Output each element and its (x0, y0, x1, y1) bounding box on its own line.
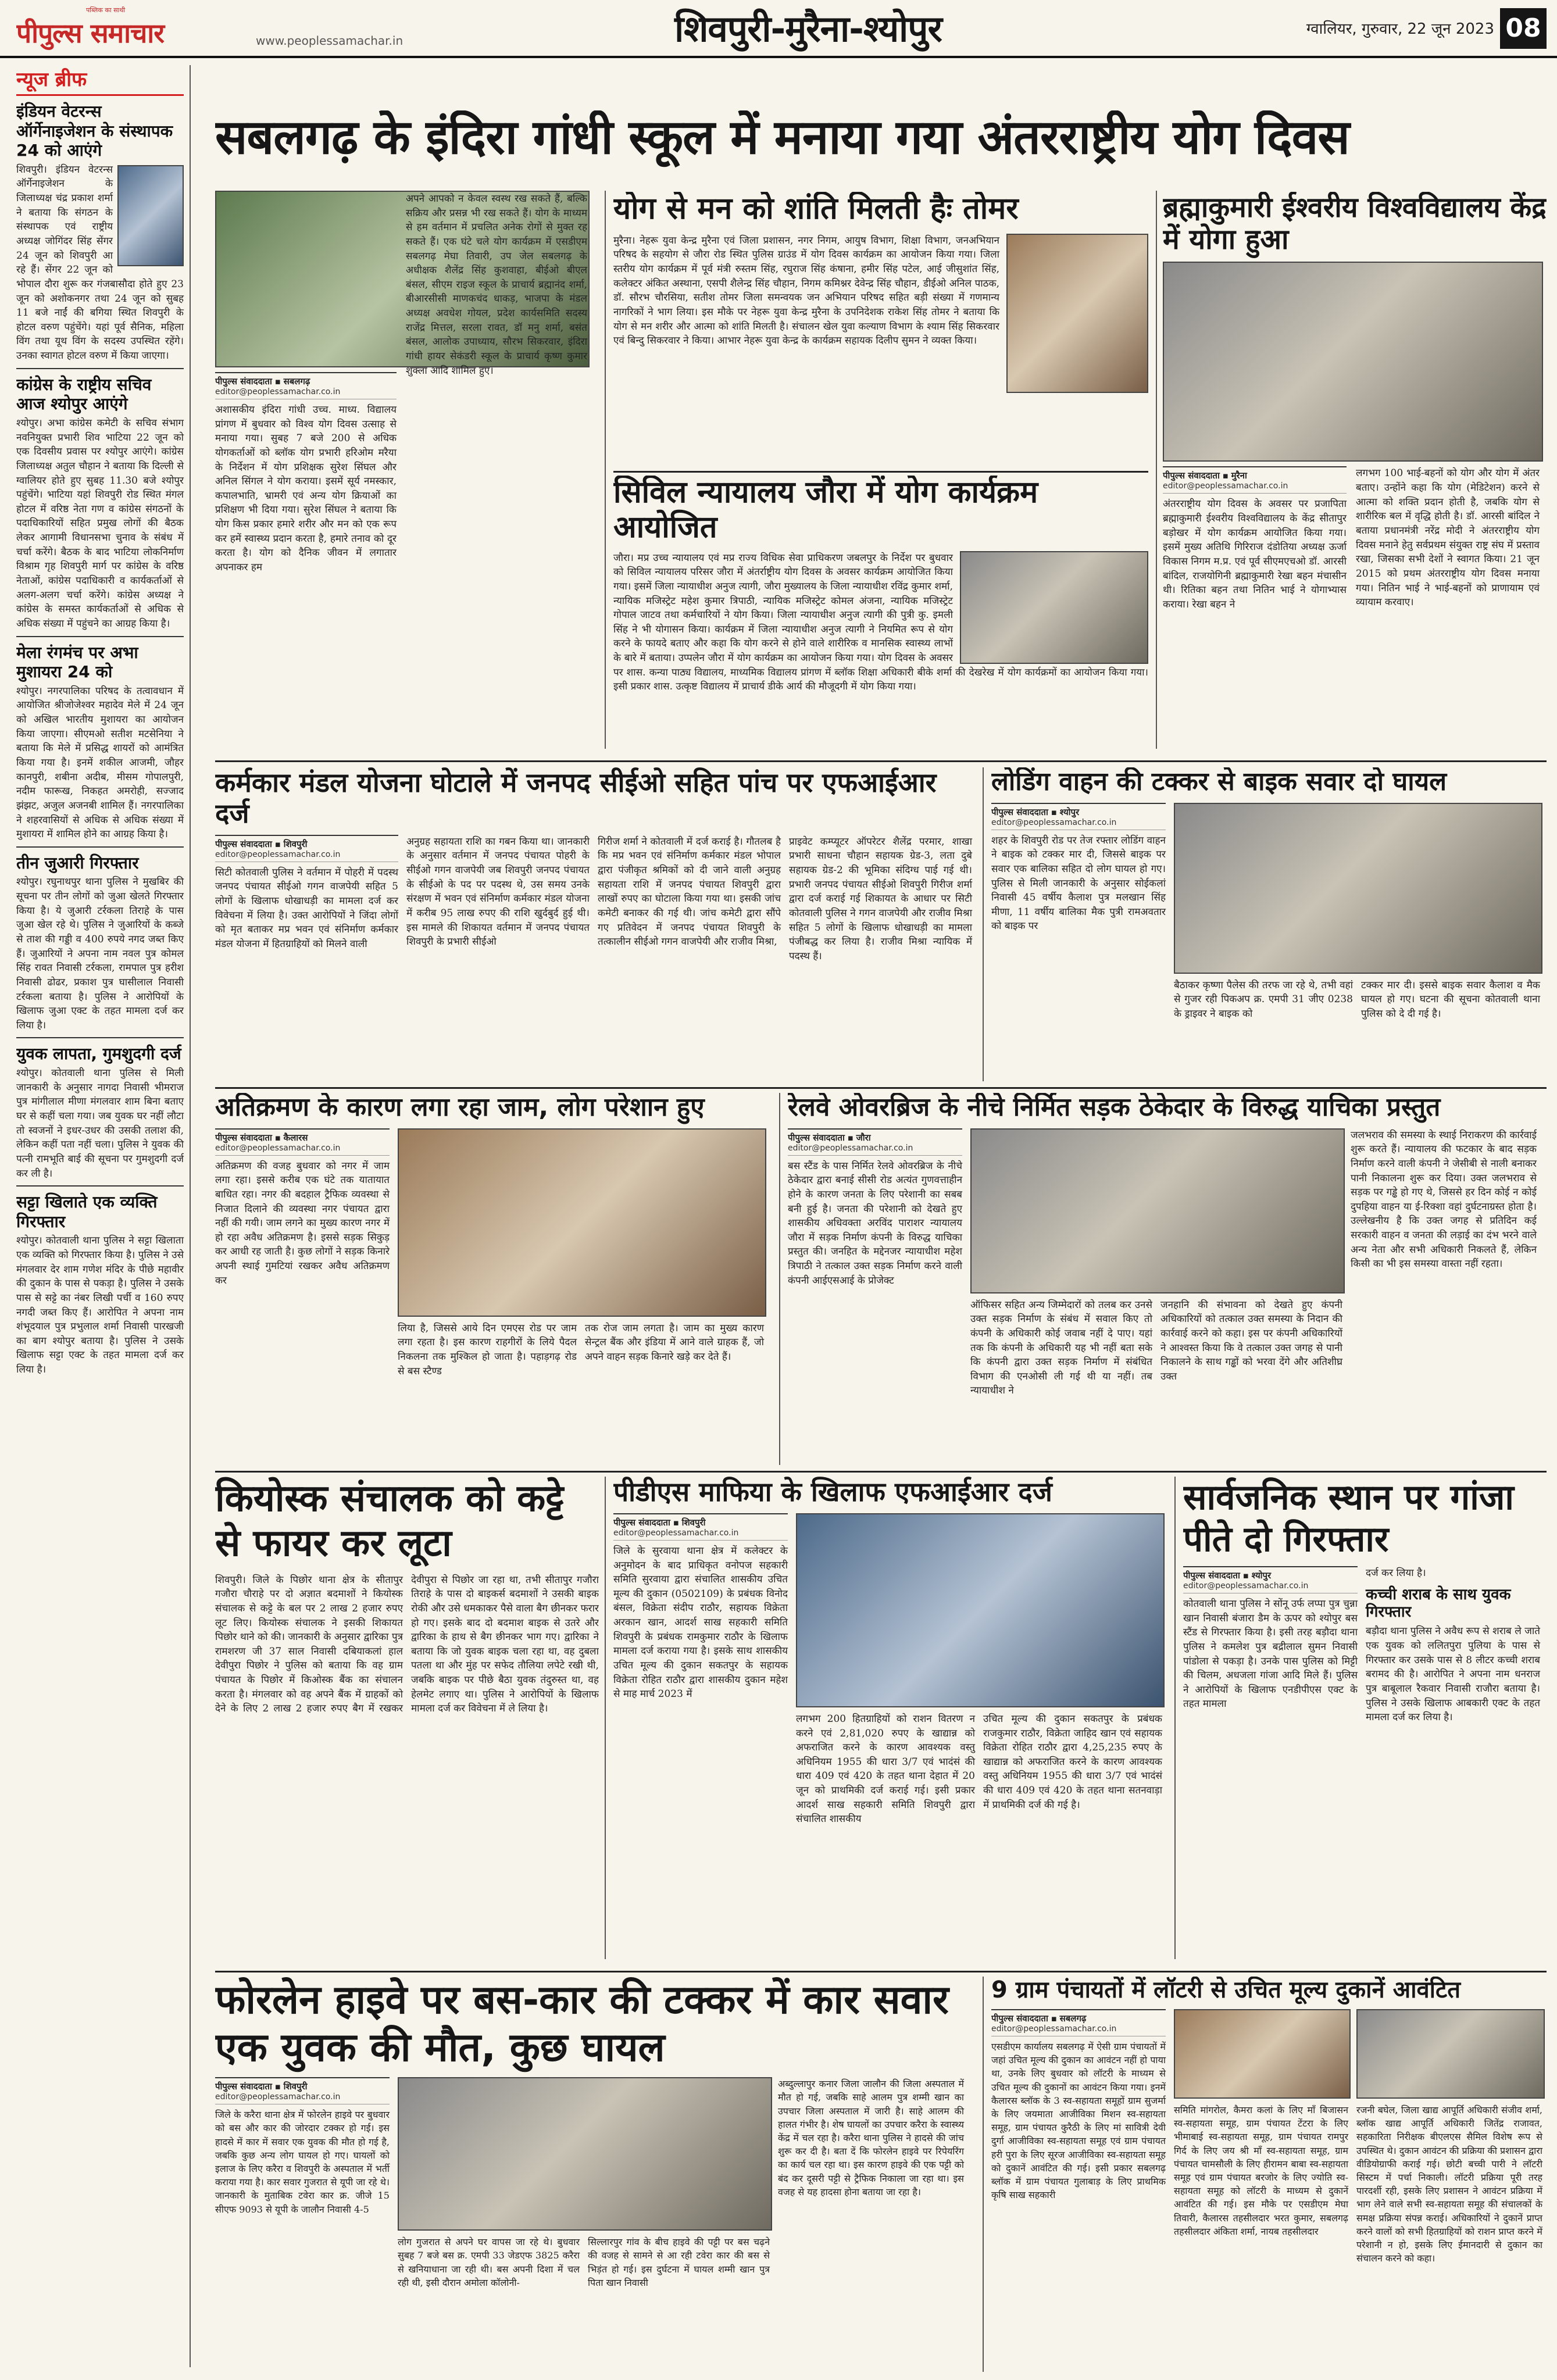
article-text: सिटी कोतवाली पुलिस ने वर्तमान में पोहरी में पदस्थ जनपद पंचायत सीईओ गगन वाजपेयी सहित 5 लोगों के खिलाफ धोखाधड़ी का मामला दर्ज कर विवेचना में लिया है। उक्त आरोपियों ने जिंदा लोगों को मृत बताकर मप्र भवन एवं संनिर्माण कर्मकार मंडल योजना में हितग्राहियों को मिलने वाली (215, 866, 398, 950)
brief-text: श्योपुर। अभा कांग्रेस कमेटी के सचिव संभाग नवनियुक्त प्रभारी शिव भाटिया 22 जून को एक दिवसीय प्रवास पर श्योपुर आएंगे। कांग्रेस जिलाध्यक्ष अतुल चौहान ने बताया कि दिल्ली से ग्वालियर होते हुए सुबह 11.30 बजे श्योपुर पहुंचेंगे। भाटिया यहां शिवपुरी रोड स्थित मंगल होटल में वरिष्ठ नेता गण व कांग्रेस संगठनों के पदाधिकारियों सहित प्रमुख लोगों की बैठक लेकर आगामी विधानसभा चुनाव के संबंध में चर्चा करेंगे। बैठक के बाद भाटिया लोकनिर्माण विश्राम गृह शिवपुरी मार्ग पर कांग्रेस के वरिष्ठ नेताओं, कांग्रेस पदाधिकारी व कार्यकर्ताओं से अलग-अलग चर्चा करेंगे। कांग्रेस अध्यक्ष ने कांग्रेस के समस्त कार्यकर्ताओं से अधिक से अधिक संख्या में पहुंचने का आग्रह किया है। (16, 417, 184, 630)
story-headline: रेलवे ओवरब्रिज के नीचे निर्मित सड़क ठेकेदार के विरुद्ध याचिका प्रस्तुत (788, 1093, 1441, 1122)
brief-item (16, 375, 184, 631)
newspaper-logo: पब्लिक का साथी पीपुल्स समाचार (16, 6, 165, 49)
article-text: शहर के शिवपुरी रोड पर तेज रफ्तार लोडिंग वाहन ने बाइक को टक्कर मार दी, जिससे बाइक पर सवार एक बालिका सहित दो लोग घायल हो गए। पुलिस से मिली जानकारी के अनुसार सोईकलां निवासी 45 वर्षीय कैलाश पुत्र मलखान सिंह मीणा, 11 वर्षीय बालिका मैक पुत्री रामअवतार को बाइक पर (991, 834, 1166, 932)
byline: पीपुल्स संवाददाता ▪ श्योपुर editor@peoplessamachar.co.in (991, 803, 1166, 830)
brief-text: श्योपुर। कोतवाली थाना पुलिस से मिली जानकारी के अनुसार नागदा निवासी भीमराज पुत्र मांगीलाल मीणा मंगलवार शाम बिना बताए घर से कहीं चला गया। जब युवक घर नहीं लौटा तो स्वजनों ने इधर-उधर की उसकी तलाश की, लेकिन कहीं पता नहीं चला। पुलिस ने युवक की पत्नी रामभूति बाई की सूचना पर गुमशुदगी दर्ज कर ली है। (16, 1067, 184, 1180)
dateline: ग्वालियर, गुरुवार, 22 जून 2023 (1306, 20, 1494, 38)
veteran-photo (117, 165, 184, 266)
brief-text: श्योपुर। नगरपालिका परिषद के तत्वावधान में आयोजित श्रीजोजेश्वर महादेव मेले में 24 जून को अखिल भारतीय मुशायरा का आयोजन किया जाएगा। सीएमओ सतीश मटसेनिया ने बताया कि मेले में प्रसिद्ध शायरों को आमंत्रित किया गया है। इनमें शकील आजमी, जौहर कानपुरी, शबीना अदीब, मीसम गोपालपुरी, नदीम फारूख, निकहत अमरोही, सज्जाद झंझट, अजुल अजनबी शामिल हैं। नगरपालिका ने शहरवासियों से अधिक से अधिक संख्या में मुशायरा में शामिल होने का आग्रह किया है। (16, 685, 184, 841)
byline: पीपुल्स संवाददाता ▪ कैलारस editor@peoplessamachar.co.in (215, 1128, 390, 1156)
article-text: लगभग 200 हितग्राहियों को राशन वितरण न करने एवं 2,81,020 रुपए के खाद्यान्न को अफराजित करने के कारण आवश्यक वस्तु अधिनियम 1955 की धारा 3/7 एवं भादंसं की धारा 409 एवं 420 के तहत थाना देहात में 20 जून को प्राथमिकी दर्ज कराई गई। इसी प्रकार आदर्श साख सहकारी समिति शिवपुरी द्वारा संचालित शासकीय (796, 1713, 975, 1825)
court-yoga-photo (960, 551, 1148, 664)
story-yoga-sabalgarh (215, 191, 599, 760)
article-text: तक रोज जाम लगता है। जाम का मुख्य कारण सेन्ट्रल बैंक और इंडिया में आने वाले ग्राहक हैं, जो अपने वाहन सड़क किनारे खड़े कर देते हैं। (585, 1322, 764, 1363)
logo-text: पीपुल्स समाचार (16, 17, 165, 49)
article-text: अशासकीय इंदिरा गांधी उच्च. माध्य. विद्यालय प्रांगण में बुधवार को विश्व योग दिवस उत्साह से मनाया गया। सुबह 7 बजे 200 से अधिक योगकर्ताओं को ब्लॉक योग प्रभारी हरिओम मरैया के निर्देशन में योग प्रशिक्षक सुरेश सिंघल और अनिल सिंगल ने योग कराया। इसमें सूर्य नमस्कार, कपालभाति, भ्रामरी एवं अन्य योग क्रियाओं का प्रशिक्षण भी दिया गया। सुरेश सिंघल ने बताया कि योग किस प्रकार हमारे शरीर और मन को एक रूप कर हमें स्वास्थ्य प्रदान करता है, हमारे तनाव को दूर करता है। योग को दैनिक जीवन में लगातार अपनाकर हम (215, 404, 397, 574)
byline: पीपुल्स संवाददाता ▪ शिवपुरी editor@peoplessamachar.co.in (215, 835, 398, 862)
article-text: दर्ज कर लिया है। (1366, 1567, 1426, 1579)
lottery-photo (1174, 2009, 1351, 2099)
brief-item (16, 643, 184, 842)
story-civil-court (613, 476, 1148, 755)
road-construction-photo (970, 1128, 1345, 1293)
article-text: गिरीज शर्मा ने कोतवाली में दर्ज कराई है। गौतलब है कि मप्र भवन एवं संनिर्माण कर्मकार मंडल भोपाल द्वारा पंजीकृत श्रमिकों को दी जाने वाली अनुग्रह सहायता राशि में जनपद पंचायत शिवपुरी द्वारा लाखों रुपए का घोटाला किया गया था। इसकी जांच कमेटी बनाकर की गई थी। जांच कमेटी द्वारा सौंपे गए प्रतिवेदन में जनपद पंचायत शिवपुरी के तत्कालीन सीईओ गगन वाजपेयी और राजीव मिश्रा, (598, 835, 781, 948)
story-headline: फोरलेन हाइवे पर बस-कार की टक्कर में कार सवार एक युवक की मौत, कुछ घायल (215, 1977, 949, 2071)
traffic-jam-photo (398, 1128, 766, 1317)
byline: पीपुल्स संवाददाता ▪ मुरैना editor@peoplessamachar.co.in (1163, 466, 1347, 494)
article-text: सिल्लारपुर गांव के बीच हाइवे की पट्टी पर बस चढ़ने की वजह से सामने से आ रही टवेरा कार की बस से भिड़ंत हो गई। इस दुर्घटना में घायल शम्मी खान पुत्र पिता खान निवासी (588, 2236, 770, 2288)
section-title: शिवपुरी-मुरैना-श्योपुर (674, 8, 942, 50)
tomar-photo (1006, 234, 1148, 393)
story-encroachment (215, 1093, 773, 1465)
story-railway (788, 1093, 1547, 1465)
article-text: शिवपुरी। जिले के पिछोर थाना क्षेत्र के सीतापुर गजौरा चौराहे पर दो अज्ञात बदमाशों ने कियोस्क संचालक से कट्टे के बल पर 2 लाख 2 हजार रुपए लूट लिए। कियोस्क संचालक ने इसकी शिकायत पिछोर थाने को की। जानकारी के अनुसार द्वारिका पुत्र रामशरण जी 37 साल निवासी दबियाकलां हाल देवीपुरा पिछोर ने पुलिस को बताया कि वह ग्राम पंचायत के पिछोर में किओस्क बैंक का संचालन करता है। मंगलवार को वह अपने बैंक में ग्राहकों को देने के लिए 2 लाख 2 हजार रुपए बैग में रखकर देवीपुरा से पिछोर जा रहा था, तभी सीतापुर गजौरा तिराहे के पास दो बाइकर्स बदमाशों ने उसकी बाइक रोकी और उसे धमकाकर पैसे वाला बैग छीनकर फरार हो गए। इसके बाद दो बदमाश बाइक से उतरे और द्वारिका के हाथ से बैग छीनकर भाग गए। द्वारिका ने बताया कि जो युवक बाइक चला रहा था, वह दुबला पतला था और मुंह पर सफेद तौलिया लपेटे रखी थी, जबकि बाइक पर पीछे बैठा युवक तंदुरुस्त था, वह हेलमेट लगाए था। पुलिस ने आरोपियों के खिलाफ मामला दर्ज कर विवेचना में ले लिया है। (215, 1574, 599, 1715)
article-text: एसडीएम कार्यालय सबलगढ़ में ऐसी ग्राम पंचायतों में जहां उचित मूल्य की दुकान का आवंटन नहीं हो पाया था, उनके लिए बुधवार को लॉटरी के माध्यम से उचित मूल्य की दुकानों का आवंटन किया गया। इनमें कैलारस ब्लॉक के 3 स्व-सहायता समूहों ग्राम सुजर्मा के लिए जयमाता आजीविका मिशन स्व-सहायता समूह, ग्राम पंचायत कुरैठी के लिए मां सावित्री देवी दुर्गा आजीविका स्व-सहायता समूह एवं ग्राम पंचायत हरी पुरा के लिए सूरज आजीविका स्व-सहायता समूह को दुकानें आवंटित की गई। इसी प्रकार सबलगढ़ ब्लॉक में ग्राम पंचायत गुलाबाड़ के लिए प्राथमिक कृषि साख सहकारी (991, 2041, 1166, 2201)
brief-text: श्योपुर। कोतवाली थाना पुलिस ने सट्टा खिलाता एक व्यक्ति को गिरफ्तार किया है। पुलिस ने उसे मंगलवार देर शाम गणेश मंदिर के पीछे महावीर की दुकान के पास से पकड़ा है। पुलिस ने उसके पास से सट्टे का नंबर लिखी पर्ची व 160 रुपए नगदी जब्त किए हैं। आरोपित ने अपना नाम शंभूदयाल पुत्र प्रभुलाल शर्मा निवासी पारखजी का बाग श्योपुर बताया है। पुलिस ने उसके खिलाफ सट्टा एक्ट के तहत मामला दर्ज कर लिया है। (16, 1235, 184, 1376)
article-text: अब्दुल्लापुर कनार जिला जालौन की जिला अस्पताल में मौत हो गई, जबकि साहे आलम पुत्र शम्मी खान का उपचार जिला अस्पताल में जारी है। साहे आलम की हालत गंभीर है। शेष घायलों का उपचार करैरा के स्वास्थ्य केंद्र में चल रहा है। करैरा थाना पुलिस ने हादसे की जांच शुरू कर दी है। बता दें कि फोरलेन हाइवे पर रिपेयरिंग का कार्य चल रहा था। इस कारण हाइवे की एक पट्टी को बंद कर दूसरी पट्टी से ट्रैफिक निकाला जा रहा था। इस वजह से यह हादसा होना बताया जा रहा है। (778, 2078, 964, 2197)
article-text: प्राइवेट कम्प्यूटर ऑपरेटर शैलेंद्र परमार, शाखा प्रभारी साधना चौहान सहायक ग्रेड-3, लता दुबे सहायक ग्रेड-2 की भूमिका संदिग्ध पाई गई थी। प्रभारी जनपद पंचायत सीईओ शिवपुरी गिरीज शर्मा द्वारा दर्ज कराई गई शिकायत के आधार पर सिटी कोतवाली पुलिस ने गगन वाजपेयी और राजीव मिश्रा सहित 5 लोगों के खिलाफ धोखाधड़ी का मामला पंजीबद्ध कर लिया है। राजीव मिश्रा न्यायिक में पदस्थ हैं। (789, 835, 972, 962)
brief-title: मेला रंगमंच पर अभा मुशायरा 24 को (16, 642, 138, 682)
main-headline: सबलगढ़ के इंदिरा गांधी स्कूल में मनाया गया अंतरराष्ट्रीय योग दिवस (215, 110, 1349, 165)
byline: पीपुल्स संवाददाता ▪ जौरा editor@peoplessamachar.co.in (788, 1128, 962, 1156)
injured-photo (1174, 803, 1542, 974)
article-text: जलभराव की समस्या के स्थाई निराकरण की कार्रवाई शुरू करते हैं। न्यायालय की फटकार के बाद सड़क निर्माण करने वाली कंपनी ने जेसीबी से नाली बनाकर पानी निकालना शुरू कर दिया। उक्त जलभराव से सड़क पर गड्ढे हो गए थे, जिससे हर दिन कोई न कोई दुपहिया वाहन या ई-रिक्शा वहां दुर्घटनाग्रस्त होता है। उल्लेखनीय है कि उक्त जगह से प्रतिदिन कई सरकारी वाहन व जनता की लड़ाई का दंभ भरने वाले अन्य नेता और सभी अधिकारी निकलते हैं, लेकिन किसी का भी इस समस्या वास्ता नहीं रहता। (1351, 1129, 1537, 1270)
lottery-photo-2 (1356, 2009, 1545, 2099)
brief-item (16, 1044, 184, 1181)
story-loading-vehicle (991, 767, 1547, 1081)
article-text: बस स्टैंड के पास निर्मित रेलवे ओवरब्रिज के नीचे ठेकेदार द्वारा बनाई सीसी रोड अत्यंत गुणवत्ताहीन होने के कारण जनता के लिए परेशानी का सबब बनी हुई है। जनता की परेशानी को देखते हुए शासकीय अधिवक्ता अरविंद पाराशर न्यायालय जौरा में सड़क निर्माण कंपनी के विरुद्ध याचिका प्रस्तुत की। जनहित के मद्देनजर न्यायाधीश महेश त्रिपाठी ने तत्काल उक्त सड़क निर्माण करने वाली कंपनी आईएसआई के प्रोजेक्ट (788, 1160, 962, 1287)
byline: पीपुल्स संवाददाता ▪ श्योपुर editor@peoplessamachar.co.in (1183, 1566, 1358, 1593)
masthead (0, 0, 1557, 58)
article-text: समिति मांगरोल, कैमरा कलां के लिए माँ बिजासन स्व-सहायता समूह, ग्राम पंचायत टेंटरा के लिए भीमाबाई स्व-सहायता समूह, ग्राम पंचायत रामपुर गिर्द के लिए जय श्री माँ स्व-सहायता समूह, ग्राम पंचायत चामसौली के लिए हीरामन बाबा स्व-सहायता समूह एवं ग्राम पंचायत बरजोर के लिए ज्योति स्व-सहायता समूह को लॉटरी के माध्यम से दुकानें आवंटित की गई। इस मौके पर एसडीएम मेघा तिवारी, कैलारस तहसीलदार भरत कुमार, सबलगढ़ तहसीलदार अंकिता शर्मा, नायब तहसीलदार (1174, 2104, 1348, 2237)
brief-item (16, 853, 184, 1033)
brief-item (16, 1192, 184, 1377)
story-headline: 9 ग्राम पंचायतों में लॉटरी से उचित मूल्य दुकानें आवंटित (991, 1977, 1461, 2003)
article-text: अपने आपको न केवल स्वस्थ रख सकते हैं, बल्कि सक्रिय और प्रसन्न भी रख सकते हैं। योग के माध्यम से हम वर्तमान में प्रचलित अनेक रोगों से मुक्त रह सकते हैं। एक घंटे चले योग कार्यक्रम में एसडीएम सबलगढ़ मेघा तिवारी, उप जेल सबलगढ़ के अधीक्षक शैलेंद्र सिंह कुशवाहा, बीईओ बीएल बंसल, सीएम राइज स्कूल के प्राचार्य ब्रह्मानंद शर्मा, बीआरसीसी माणकचंद धाकड़, भाजपा के मंडल अध्यक्ष अवधेश गोयल, प्रदेश कार्यसमिति सदस्य राजेंद्र मित्तल, सरला रावत, डॉ मनु शर्मा, बसंत बंसल, आलोक उपाध्याय, सौरभ सिकरवार, इंदिरा गांधी हायर सेकंडरी स्कूल के प्राचार्य कृष्ण कुमार शुक्ला आदि शामिल हुए। (406, 193, 587, 377)
story-brahmakumari (1163, 192, 1547, 756)
article-text: जिले के करैरा थाना क्षेत्र में फोरलेन हाइवे पर बुधवार को बस और कार की जोरदार टक्कर हो गई। इस हादसे में कार में सवार एक युवक की मौत हो गई है, जबकि कुछ अन्य लोग घायल हो गए। घायलों को इलाज के लिए करैरा व शिवपुरी के अस्पताल में भर्ती कराया गया है। कार सवार गुजरात से यूपी जा रहे थे। जानकारी के मुताबिक टवेरा कार क्र. जीजे 15 सीएफ 9093 से यूपी के जालौन निवासी 4-5 (215, 2109, 390, 2215)
byline: पीपुल्स संवाददाता ▪ सबलगढ़ editor@peoplessamachar.co.in (991, 2009, 1166, 2036)
byline: पीपुल्स संवाददाता ▪ शिवपुरी editor@peoplessamachar.co.in (613, 1513, 788, 1541)
news-brief-column (16, 65, 191, 2367)
brief-title: सट्टा खिलाते एक व्यक्ति गिरफ्तार (16, 1192, 158, 1231)
article-text: जनहानि की संभावना को देखते हुए कंपनी अधिकारियों को तत्काल उक्त समस्या के निदान की कार्रवाई करने को कहा। इस पर कंपनी अधिकारियों ने आश्वस्त किया कि वे तत्काल उक्त जगह से पानी निकालने के साथ गड्ढों को भरवा देंगे और अतिशीघ्र उक्त (1160, 1299, 1342, 1382)
article-text: अंतरराष्ट्रीय योग दिवस के अवसर पर प्रजापिता ब्रह्माकुमारी ईश्वरीय विश्वविद्यालय के केंद्र सीतापुर बड़ोखर में योग कार्यक्रम आयोजित किया गया। इसमें मुख्य अतिथि गिरिराज दंडोतिया अध्यक्ष ऊर्जा विकास निगम म.प्र. एवं पूर्व सीएमएचओ डॉ. आरसी बांदिल, राजयोगिनी ब्रह्माकुमारी रेखा बहन मंचासीन थी। रितिका बहन तथा नितिन भाई ने योगाभ्यास कराया। रेखा बहन ने (1163, 498, 1347, 610)
sub-headline: कच्ची शराब के साथ युवक गिरफ्तार (1366, 1585, 1511, 1621)
brief-title: इंडियन वेटरन्स ऑर्गेनाइजेशन के संस्थापक 24 को आएंगे (16, 102, 173, 160)
article-text: अतिक्रमण की वजह बुधवार को नगर में जाम लगा रहा। इससे करीब एक घंटे तक यातायात बाधित रहा। नगर की बदहाल ट्रैफिक व्यवस्था से निजात दिलाने की व्यवस्था नगर पंचायत द्वारा नहीं की गयी। जाम लगने का मुख्य कारण नगर में हो रहा अवैध अतिक्रमण है। इससे सड़क सिकुड़ कर आधी रह जाती है। कुछ लोगों ने सड़क किनारे अपनी स्थाई गुमटियां रखकर अवैध अतिक्रमण कर (215, 1160, 390, 1287)
brief-item (16, 102, 184, 363)
page-number: 08 (1500, 8, 1547, 49)
article-text: लोग गुजरात से अपने घर वापस जा रहे थे। बुधवार सुबह 7 बजे बस क्र. एमपी 33 जेडएफ 3825 करैरा से खनियाधाना जा रही थी। बस अपनी दिशा में चल रही थी, इसी दौरान अमोला कॉलोनी- (398, 2236, 580, 2288)
story-headline: योग से मन को शांति मिलती हैः तोमर (613, 192, 1019, 226)
story-headline: सार्वजनिक स्थान पर गांजा पीते दो गिरफ्तार (1183, 1477, 1514, 1560)
brief-text: श्योपुर। रघुनाथपुर थाना पुलिस ने मुखबिर की सूचना पर तीन लोगों को जुआ खेलते गिरफ्तार किया है। ये जुआरी टर्रकला तिराहे के पास जुआ खेल रहे थे। पुलिस ने जुआरियों के कब्जे से ताश की गड्डी व 400 रुपये नगद जब्त किए हैं। जुआरियों ने अपना नाम नवल पुत्र कोमल सिंह रावत निवासी टर्रकला, रामपाल पुत्र हरीश निवासी ढोढर, प्रकाश पुत्र घासीलाल निवासी टर्रकला बताया है। पुलिस ने आरोपियों के खिलाफ जुआ एक्ट के तहत मामला दर्ज कर लिया है। (16, 876, 184, 1031)
byline: पीपुल्स संवाददाता ▪ सबलगढ़ editor@peoplessamachar.co.in (215, 372, 397, 399)
accident-photo (398, 2077, 772, 2231)
story-headline: ब्रह्माकुमारी ईश्वरीय विश्वविद्यालय केंद्र में योगा हुआ (1163, 192, 1547, 256)
story-ganja (1183, 1477, 1547, 1965)
brief-title: तीन जुआरी गिरफ्तार (16, 853, 139, 873)
story-headline: सिविल न्यायालय जौरा में योग कार्यक्रम आयोजित (613, 476, 1038, 545)
article-text: लगभग 100 भाई-बहनों को योग और योग में अंतर बताए। उन्होंने कहा कि योग (मेडिटेशन) करने से आत्मा को शक्ति प्रदान होती है, जबकि योग से शारीरिक बल में वृद्धि होती है। डॉ. आरसी बांदिल ने बताया प्रधानमंत्री नरेंद्र मोदी ने अंतरराष्ट्रीय योग दिवस मनाने हेतु सर्वप्रथम संयुक्त राष्ट्र संघ में प्रस्ताव रखा, जिसका सभी देशों ने स्वागत किया। 21 जून 2015 को प्रथम अंतरराष्ट्रीय योग दिवस मनाया गया। नितिन भाई ने भाई-बहनों को प्राणायाम एवं व्यायाम करवाए। (1356, 467, 1540, 609)
article-text: कोतवाली थाना पुलिस ने सोंनू उर्फ लप्पा पुत्र चुन्ना खान निवासी बंजारा डैम के ऊपर को श्योपुर बस स्टैंड से गिरफ्तार किया है। इसी तरह बड़ौदा थाना पुलिस ने कमलेश पुत्र बद्रीलाल सुमन निवासी पांडोला से पकड़ा है। उनके पास पुलिस को मिट्टी की चिलम, अधजला गांजा आदि मिले हैं। पुलिस ने आरोपियों के खिलाफ एनडीपीएस एक्ट के तहत मामला (1183, 1598, 1358, 1710)
brief-title: कांग्रेस के राष्ट्रीय सचिव आज श्योपुर आएंगे (16, 374, 152, 414)
article-text: जिले के सुरवाया थाना क्षेत्र में कलेक्टर के अनुमोदन के बाद प्राधिकृत वनोपज सहकारी समिति सुरवाया द्वारा संचालित शासकीय उचित मूल्य की दुकान (0502109) के प्रबंधक विनोद बंसल, विक्रेता संदीप राठौर, सहायक विक्रेता अरकान खान, आदर्श साख सहकारी समिति शिवपुरी के प्रबंधक रामकुमार राठौर के खिलाफ मामला दर्ज कराया गया है। इसके साथ शासकीय उचित मूल्य की दुकान सकतपुर के सहायक विक्रेता रोहित राठौर द्वारा शासकीय दुकान महेश से माह मार्च 2023 में (613, 1545, 788, 1700)
story-headline: अतिक्रमण के कारण लगा रहा जाम, लोग परेशान हुए (215, 1093, 705, 1122)
story-yoga-tomar (613, 192, 1148, 465)
brahmakumari-photo (1163, 262, 1543, 462)
story-karmakar (215, 767, 977, 1081)
story-headline: कियोस्क संचालक को कट्टे से फायर कर लूटा (215, 1477, 564, 1565)
article-text: रजनी बघेल, जिला खाद्य आपूर्ति अधिकारी संजीव शर्मा, ब्लॉक खाद्य आपूर्ति अधिकारी जितेंद्र राजावत, सहकारिता निरीक्षक बीएलएस सैमिल विशेष रूप से उपस्थित थे। दुकान आवंटन की प्रक्रिया की प्रशासन द्वारा वीडियोग्राफी कराई गई। छोटी बच्ची पारी ने लॉटरी सिस्टम में पर्चा निकाली। लॉटरी प्रक्रिया पूरी तरह पारदर्शी रही, इसके लिए प्रशासन ने आवंटन प्रक्रिया में भाग लेने वाले सभी स्व-सहायता समूह की संचालकों के समक्ष प्रक्रिया संपन्न कराई। अधिकारियों ने दुकानें प्राप्त करने वालों को सभी हितग्राहियों को राशन प्राप्त करने में परेशानी न हो, इसके लिए ईमानदारी से दुकान का संचालन करने को कहा। (1356, 2104, 1542, 2264)
article-text: टक्कर मार दी। इससे बाइक सवार कैलाश व मैक घायल हो गए। घटना की सूचना कोतवाली थाना पुलिस को दे दी गई है। (1361, 979, 1540, 1020)
article-text: जौरा। मप्र उच्च न्यायालय एवं मप्र राज्य विधिक सेवा प्राधिकरण जबलपुर के निर्देश पर बुधवार को सिविल न्यायालय परिसर जौरा में अंतर्राष्ट्रीय योग दिवस के अवसर कार्यक्रम आयोजित किया गया। इसमें जिला न्यायाधीश अनुज त्यागी, जौरा मुख्यालय के जिला न्यायाधीश रविंद्र कुमार शर्मा, न्यायिक मजिस्ट्रेट महेश कुमार त्रिपाठी, न्यायिक मजिस्ट्रेट कोमल अंजना, न्यायिक मजिस्ट्रेट गोपाल जाटव तथा कर्मचारियों ने योग किया। जिला न्यायाधीश अनुज त्यागी की पुत्री कु. इमली सिंह ने भी योगासन किया। कार्यक्रम में जिला न्यायाधीश अनुज त्यागी ने नियमित रूप से योग करने के फायदे बताए और कहा कि योग करने से होने वाले शारीरिक व मानसिक स्वास्थ्य लाभों के बारे में बताया। उप्पलेन जौरा में योग कार्यक्रम का आयोजन किया गया। योग दिवस के अवसर पर शास. कन्या पाठ्य विद्यालय, माध्यमिक विद्यालय प्रांगण में ब्लॉक शिक्षा अधिकारी बीके शर्मा की देखरेख में योग कार्यक्रमों का आयोजन किया गया। इसी प्रकार शास. उत्कृष्ट विद्यालय में प्राचार्य डीके आर्य की मौजूदगी में योग किया गया। (613, 552, 1148, 693)
story-lottery (991, 1977, 1547, 2378)
website-link[interactable]: www.peoplessamachar.in (256, 34, 403, 48)
story-kiosk (215, 1477, 599, 1965)
story-headline: पीडीएस माफिया के खिलाफ एफआईआर दर्ज (613, 1477, 1052, 1507)
brief-text: शिवपुरी। इंडियन वेटरन्स ऑर्गेनाइजेशन के जिलाध्यक्ष चंद्र प्रकाश शर्मा ने बताया कि संगठन के संस्थापक एवं राष्ट्रीय अध्यक्ष जोगिंदर सिंह सेंगर 24 जून को शिवपुरी आ रहे हैं। सेंगर 22 जून को भोपाल दौरा शुरू कर गंजबासौदा होते हुए 23 जून को अशोकनगर तथा 24 जून को सुबह 11 बजे नाईं की बगिया स्थित शिवपुरी के होटल वरुण पहुंचेंगे। यहां पूर्व सैनिक, महिला विंग तथा यूथ विंग के सदस्य उपस्थित रहेंगे। उनका स्वागत होटल वरुण में किया जाएगा। (16, 163, 184, 362)
story-headline: कर्मकार मंडल योजना घोटाले में जनपद सीईओ सहित पांच पर एफआईआर दर्ज (215, 767, 937, 829)
article-text: मुरैना। नेहरू युवा केन्द्र मुरैना एवं जिला प्रशासन, नगर निगम, आयुष विभाग, शिक्षा विभाग, जनअभियान परिषद के सहयोग से जौरा रोड स्थित पुलिस ग्राउंड में योग दिवस कार्यक्रम का आयोजन किया गया। जिला स्तरीय योग कार्यक्रम में पूर्व मंत्री रुस्तम सिंह, रघुराज सिंह कंषाना, हमीर सिंह पटेल, आई जीसुशांत सिंह, कलेक्टर अंकित अस्थाना, एसपी शैलेन्द्र सिंह चौहान, निगम कमिश्नर देवेन्द्र सिंह चौहान, डीईओ अनिल पाठक, डॉ. सौरभ चौरसिया, सतीश तोमर जिला समन्वयक जन अभियान परिषद सहित बड़ी संख्या में गणमान्य नागरिकों ने भाग लिया। इस मौके पर नेहरू युवा केन्द्र मुरैना के उपनिदेशक राकेश सिंह तोमर ने बताया कि योग से मन शरीर और आत्मा को शांति मिलती है। संचालन खेल युवा कल्याण विभाग के श्याम सिंह सिकरवार एवं बिन्दु सिकरवार ने किया। आभार नेहरू युवा केन्द्र के कार्यक्रम सहायक दिलीप सुमन ने व्यक्त किया। (613, 234, 999, 347)
article-text: ऑफिसर सहित अन्य जिम्मेदारों को तलब कर उनसे उक्त सड़क निर्माण के संबंध में सवाल किए तो कंपनी के अधिकारी कोई जवाब नहीं दे पाए। यहां तक कि कंपनी के अधिकारी यह भी नहीं बता सके कि कंपनी द्वारा उक्त सड़क निर्माण में संबंधित विभाग की एनओसी ली गई थी या नहीं। तब न्यायाधीश ने (970, 1299, 1152, 1397)
story-pds (613, 1477, 1169, 1965)
article-text: बैठाकर कृष्णा पैलेस की तरफ जा रहे थे, तभी वहां से गुजर रही पिकअप क्र. एमपी 31 जीए 0238 के ड्राइवर ने बाइक को (1174, 979, 1353, 1020)
byline: पीपुल्स संवाददाता ▪ शिवपुरी editor@peoplessamachar.co.in (215, 2077, 390, 2104)
brief-title: युवक लापता, गुमशुदगी दर्ज (16, 1044, 181, 1064)
news-brief-heading: न्यूज ब्रीफ (16, 65, 184, 96)
story-fourlane (215, 1977, 977, 2378)
pds-officials-photo (796, 1513, 1165, 1707)
article-text: बड़ौदा थाना पुलिस ने अवैध रूप से शराब ले जाते एक युवक को ललितपुरा पुलिया के पास से गिरफ्तार कर उसके पास से 8 लीटर कच्ची शराब बरामद की है। आरोपित ने अपना नाम धनराज पुत्र बाबूलाल रैकवार निवासी राजौरा बताया है। पुलिस ने उसके खिलाफ आबकारी एक्ट के तहत मामला दर्ज कर लिया है। (1366, 1625, 1540, 1724)
article-text: लिया है, जिससे आये दिन एमएस रोड पर जाम लगा रहता है। इस कारण राहगीरों के लिये पैदल निकलना तक मुश्किल हो जाता है। पहाड़गढ़ रोड से बस स्टैण्ड (398, 1322, 577, 1377)
article-text: अनुग्रह सहायता राशि का गबन किया था। जानकारी के अनुसार वर्तमान में जनपद पंचायत पोहरी के सीईओ गगन वाजपेयी जब शिवपुरी जनपद पंचायत के सीईओ के पद पर पदस्थ थे, उस समय उनके संरक्षण में भवन एवं संनिर्माण कर्मकार मंडल योजना में करीब 95 लाख रुपए की राशि खुर्दबुर्द हुई थी। इस मामले की शिकायत वर्तमान में जनपद पंचायत शिवपुरी के प्रभारी सीईओ (406, 835, 590, 948)
story-headline: लोडिंग वाहन की टक्कर से बाइक सवार दो घायल (991, 767, 1447, 796)
article-text: उचित मूल्य की दुकान सकतपुर के प्रबंधक राजकुमार राठौर, विक्रेता जाहिद खान एवं सहायक विक्रेता रोहित राठौर द्वारा 4,25,235 रुपए के खाद्यान्न को अफराजित करने के कारण आवश्यक वस्तु अधिनियम 1955 की धारा 3/7 एवं भादंसं की धारा 409 एवं 420 के तहत थाना सतनवाड़ा में प्राथमिकी दर्ज की गई है। (983, 1713, 1162, 1811)
